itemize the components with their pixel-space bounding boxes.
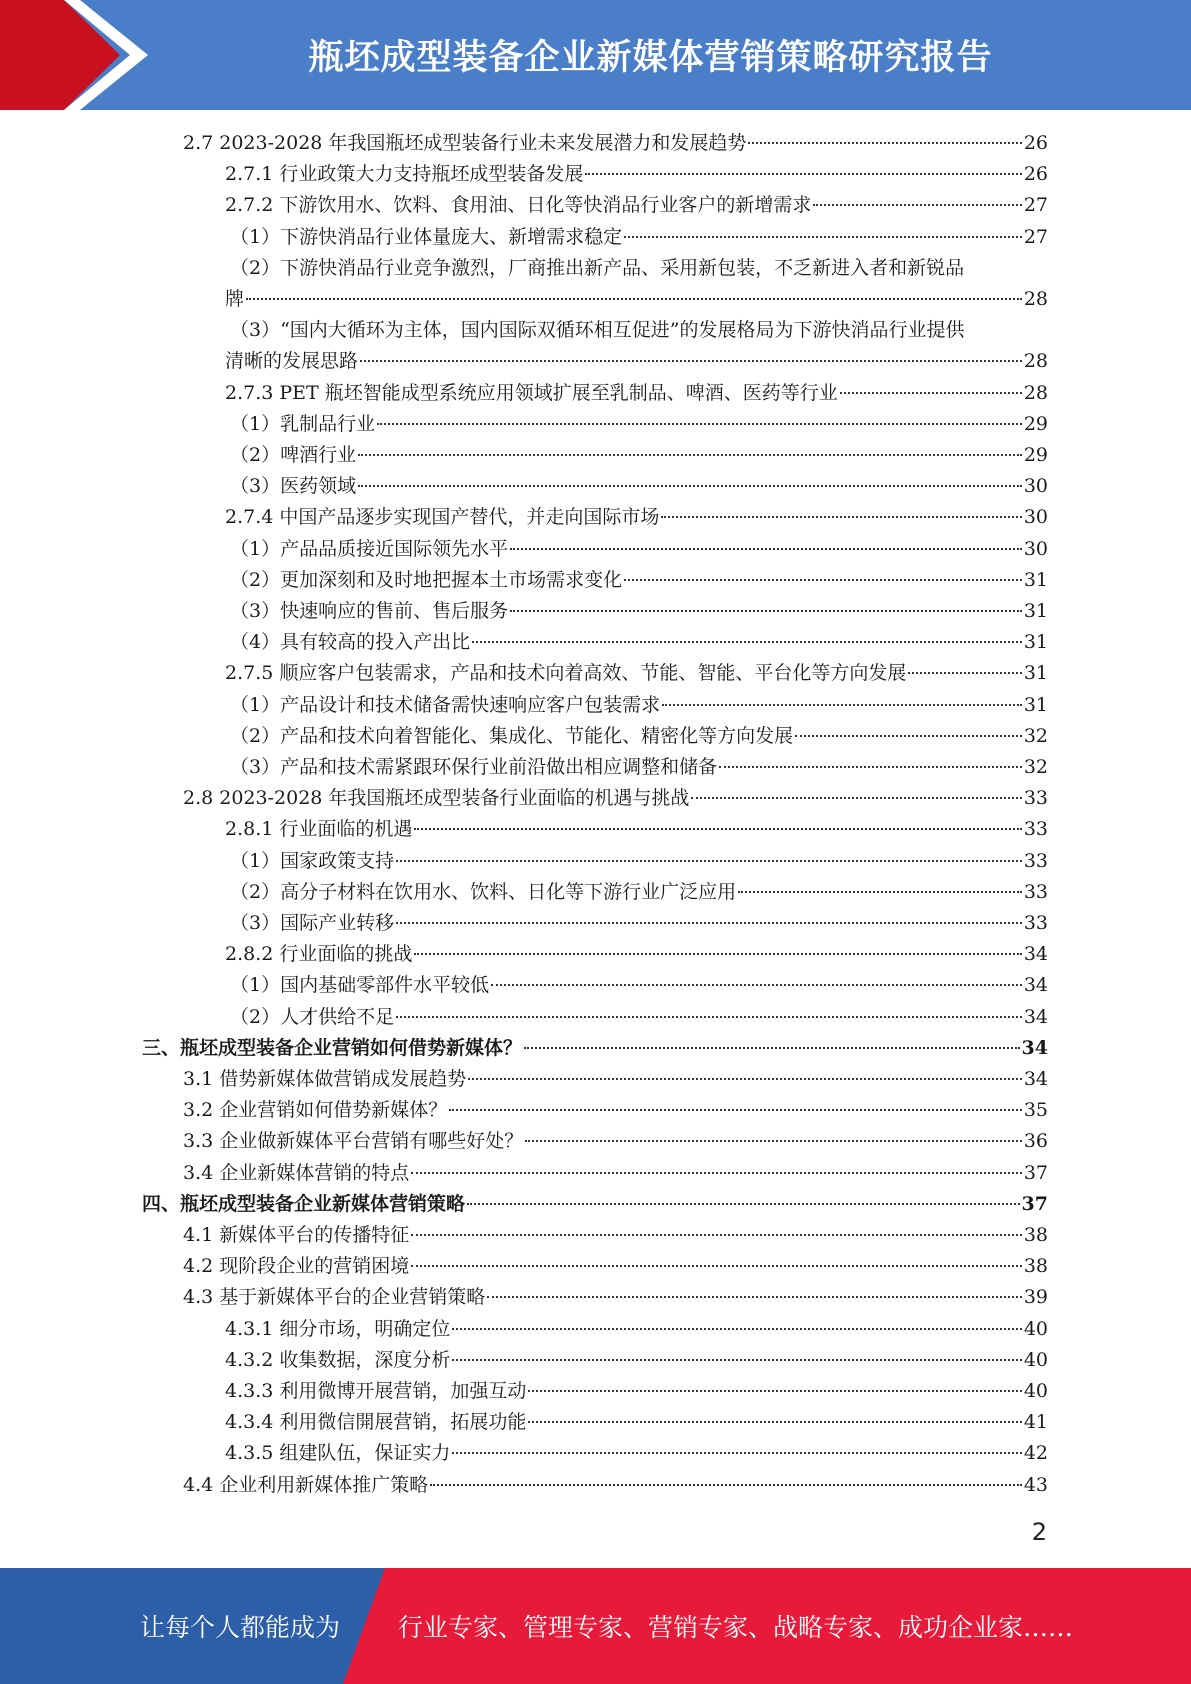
toc-page-number: 30 — [1023, 537, 1048, 560]
toc-dot-leader — [246, 298, 1022, 300]
toc-entry-text: （2）高分子材料在饮用水、饮料、日化等下游行业广泛应用 — [230, 880, 737, 903]
toc-page-number: 31 — [1023, 693, 1048, 716]
toc-entry-text: 4.1 新媒体平台的传播特征 — [183, 1224, 410, 1246]
toc-entry-text: 2.7 2023-2028 年我国瓶坯成型装备行业未来发展潜力和发展趋势 — [183, 132, 747, 154]
toc-entry[interactable] — [230, 970, 1048, 1001]
toc-entry-text: （1）国家政策支持 — [230, 849, 395, 872]
page-footer — [0, 1568, 1191, 1684]
toc-page-number: 42 — [1023, 1442, 1048, 1465]
toc-entry[interactable] — [230, 846, 1048, 877]
toc-entry-text: （1）国内基础零部件水平较低 — [230, 974, 490, 997]
toc-page-number: 41 — [1023, 1411, 1048, 1434]
toc-dot-leader — [908, 672, 1021, 674]
toc-entry[interactable] — [230, 627, 1048, 658]
page-number: 2 — [1031, 1518, 1047, 1546]
toc-entry-text: 四、瓶坯成型装备企业新媒体营销策略 — [142, 1192, 466, 1215]
toc-dot-leader — [525, 1140, 1022, 1142]
toc-page-number: 33 — [1023, 787, 1048, 810]
toc-dot-leader — [524, 1047, 1020, 1049]
toc-entry[interactable] — [230, 596, 1048, 627]
toc-entry-text: （3）产品和技术需紧跟环保行业前沿做出相应调整和储备 — [230, 756, 718, 778]
toc-page-number: 31 — [1023, 600, 1048, 622]
toc-entry-text: 2.8.1 行业面临的机遇 — [225, 818, 413, 841]
toc-entry[interactable] — [230, 690, 1048, 721]
toc-entry-text: （1）产品品质接近国际领先水平 — [230, 537, 509, 560]
toc-entry-text: 3.3 企业做新媒体平台营销有哪些好处？ — [183, 1130, 524, 1153]
toc-page-number: 28 — [1023, 288, 1048, 310]
toc-entry[interactable] — [225, 1376, 1048, 1407]
toc-entry-text: 4.4 企业利用新媒体推广策略 — [183, 1473, 429, 1496]
toc-page-number: 27 — [1023, 194, 1048, 217]
toc-page-number: 36 — [1023, 1130, 1048, 1153]
toc-entry[interactable] — [230, 1002, 1048, 1033]
toc-entry[interactable] — [225, 814, 1048, 845]
toc-dot-leader — [411, 1234, 1022, 1236]
toc-entry[interactable] — [230, 908, 1048, 939]
toc-entry[interactable] — [225, 502, 1048, 533]
toc-page-number: 40 — [1023, 1317, 1048, 1340]
toc-entry-text: 2.7.2 下游饮用水、饮料、食用油、日化等快消品行业客户的新增需求 — [225, 194, 812, 217]
toc-dot-leader — [414, 953, 1021, 955]
toc-entry[interactable] — [183, 1251, 1048, 1282]
toc-page-number: 27 — [1023, 225, 1048, 248]
toc-dot-leader — [377, 423, 1022, 425]
toc-page-number: 39 — [1023, 1286, 1048, 1309]
toc-entry[interactable] — [183, 1282, 1048, 1313]
toc-dot-leader — [396, 860, 1022, 862]
footer-slogan-left: 让每个人都能成为 — [140, 1613, 341, 1642]
toc-dot-leader — [487, 1296, 1022, 1298]
toc-dot-leader — [585, 173, 1021, 175]
toc-entry-text: （3）国际产业转移 — [230, 912, 395, 934]
toc-entry-text: （4）具有较高的投入产出比 — [230, 631, 471, 654]
toc-entry[interactable] — [230, 471, 1048, 502]
toc-dot-leader — [748, 142, 1021, 144]
toc-dot-leader — [396, 922, 1022, 924]
toc-entry-text: （2）人才供给不足 — [230, 1005, 395, 1028]
toc-dot-leader — [510, 610, 1022, 612]
toc-entry-text: 2.7.5 顺应客户包装需求，产品和技术向着高效、节能、智能、平台化等方向发展 — [225, 662, 907, 685]
toc-entry-text: （2）更加深刻和及时地把握本土市场需求变化 — [230, 568, 623, 591]
toc-entry-text: 2.8 2023-2028 年我国瓶坯成型装备行业面临的机遇与挑战 — [183, 787, 690, 810]
toc-page-number: 34 — [1023, 943, 1048, 966]
toc-page-number: 34 — [1023, 974, 1048, 997]
toc-entry-text: 三、瓶坯成型装备企业营销如何借势新媒体？ — [142, 1036, 523, 1059]
toc-entry-text: 4.3.3 利用微博开展营销，加强互动 — [225, 1380, 527, 1402]
toc-dot-leader — [467, 1203, 1020, 1205]
toc-entry[interactable] — [225, 159, 1048, 190]
toc-entry[interactable] — [230, 752, 1048, 783]
toc-page-number: 34 — [1023, 1068, 1048, 1090]
toc-page-number: 40 — [1023, 1380, 1048, 1402]
toc-page-number: 37 — [1023, 1161, 1048, 1184]
toc-entry-text: 4.3 基于新媒体平台的企业营销策略 — [183, 1286, 486, 1309]
toc-entry-text: （3）快速响应的售前、售后服务 — [230, 600, 509, 622]
toc-dot-leader — [358, 454, 1022, 456]
toc-page-number: 43 — [1023, 1473, 1048, 1496]
toc-entry[interactable] — [230, 222, 1048, 253]
toc-entry-text: （2）产品和技术向着智能化、集成化、节能化、精密化等方向发展 — [230, 724, 794, 747]
toc-entry[interactable] — [142, 1189, 1048, 1220]
toc-entry-text: 3.1 借势新媒体做营销成发展趋势 — [183, 1068, 467, 1090]
header-title: 瓶坯成型装备企业新媒体营销策略研究报告 — [308, 38, 993, 78]
toc-dot-leader — [414, 828, 1021, 830]
toc-page-number: 32 — [1023, 756, 1048, 778]
toc-page-number: 31 — [1023, 662, 1048, 685]
toc-entry[interactable] — [183, 128, 1048, 159]
toc-dot-leader — [691, 797, 1021, 799]
toc-dot-leader — [795, 735, 1022, 737]
toc-entry[interactable] — [225, 658, 1048, 689]
toc-entry-text: 2.8.2 行业面临的挑战 — [225, 943, 413, 966]
toc-dot-leader — [449, 1109, 1022, 1111]
toc-entry[interactable] — [225, 1345, 1048, 1376]
toc-entry[interactable] — [225, 1314, 1048, 1345]
toc-page-number: 28 — [1023, 381, 1048, 404]
toc-entry-text: 4.2 现阶段企业的营销困境 — [183, 1255, 410, 1278]
toc-dot-leader — [468, 1078, 1022, 1080]
toc-page-number: 38 — [1023, 1255, 1048, 1278]
toc-dot-leader — [452, 1452, 1021, 1454]
toc-entry[interactable] — [225, 346, 1048, 377]
toc-entry[interactable] — [183, 783, 1048, 814]
toc-dot-leader — [452, 1359, 1021, 1361]
toc-dot-leader — [738, 891, 1022, 893]
toc-entry[interactable] — [183, 1220, 1048, 1251]
toc-entry-text: 4.3.2 收集数据，深度分析 — [225, 1348, 451, 1371]
toc-entry-text: （1）下游快消品行业体量庞大、新增需求稳定 — [230, 225, 623, 248]
toc-entry-text: （1）乳制品行业 — [230, 412, 376, 435]
toc-page-number: 30 — [1023, 506, 1048, 529]
toc-page-number: 33 — [1023, 880, 1048, 903]
toc-page-number: 29 — [1023, 412, 1048, 435]
toc-page-number: 30 — [1023, 475, 1048, 498]
toc-dot-leader — [411, 1172, 1022, 1174]
toc-page-number: 35 — [1023, 1099, 1048, 1122]
toc-dot-leader — [396, 1016, 1022, 1018]
footer-slogan-right: 行业专家、管理专家、营销专家、战略专家、成功企业家…… — [398, 1613, 1074, 1642]
toc-dot-leader — [528, 1390, 1021, 1392]
toc-page-number: 26 — [1023, 163, 1048, 186]
toc-entry-text: 3.4 企业新媒体营销的特点 — [183, 1161, 410, 1184]
toc-entry[interactable] — [225, 939, 1048, 970]
toc-page-number: 29 — [1023, 444, 1048, 466]
toc-entry[interactable] — [230, 877, 1048, 908]
toc-entry[interactable] — [225, 190, 1048, 221]
toc-entry-text: 牌 — [225, 288, 245, 310]
toc-entry[interactable] — [230, 409, 1048, 440]
toc-page-number: 34 — [1021, 1036, 1048, 1059]
toc-dot-leader — [662, 704, 1022, 706]
toc-entry-text: 4.3.5 组建队伍，保证实力 — [225, 1442, 451, 1465]
toc-dot-leader — [624, 579, 1022, 581]
toc-dot-leader — [719, 766, 1022, 768]
toc-entry-text: （1）产品设计和技术储备需快速响应客户包装需求 — [230, 693, 661, 716]
toc-entry-text: 2.7.3 PET 瓶坯智能成型系统应用领域扩展至乳制品、啤酒、医药等行业 — [225, 381, 838, 404]
toc-dot-leader — [452, 1328, 1021, 1330]
toc-dot-leader — [491, 984, 1022, 986]
toc-page-number: 34 — [1023, 1005, 1048, 1028]
toc-page-number: 37 — [1021, 1192, 1048, 1215]
toc-dot-leader — [624, 236, 1022, 238]
toc-entry[interactable] — [183, 1126, 1048, 1157]
toc-dot-leader — [813, 204, 1021, 206]
page-header — [0, 0, 1191, 110]
toc-dot-leader — [358, 485, 1022, 487]
toc-entry[interactable] — [183, 1470, 1048, 1501]
toc-entry-text: 4.3.4 利用微信開展营销，拓展功能 — [225, 1411, 527, 1434]
toc-dot-leader — [360, 360, 1022, 362]
toc-page-number: 26 — [1023, 132, 1048, 154]
toc-entry[interactable] — [225, 1407, 1048, 1438]
toc-entry[interactable] — [225, 1438, 1048, 1469]
toc-dot-leader — [472, 641, 1022, 643]
toc-entry-text: 2.7.4 中国产品逐步实现国产替代，并走向国际市场 — [225, 506, 660, 529]
toc-entry[interactable] — [183, 1095, 1048, 1126]
toc-page-number: 33 — [1023, 912, 1048, 934]
toc-entry-text: （3）“国内大循环为主体，国内国际双循环相互促进”的发展格局为下游快消品行业提供 — [230, 319, 965, 342]
toc-entry-text: 4.3.1 细分市场，明确定位 — [225, 1317, 451, 1340]
toc-entry[interactable] — [230, 565, 1048, 596]
toc-dot-leader — [411, 1265, 1022, 1267]
toc-entry[interactable] — [225, 378, 1048, 409]
toc-dot-leader — [528, 1421, 1021, 1423]
header-red-arrow — [0, 0, 150, 110]
toc-page-number: 31 — [1023, 568, 1048, 591]
toc-entry[interactable] — [230, 534, 1048, 565]
toc-page-number: 38 — [1023, 1224, 1048, 1246]
toc-entry[interactable] — [183, 1158, 1048, 1189]
toc-page-number: 28 — [1023, 350, 1048, 373]
toc-entry-text: 清晰的发展思路 — [225, 350, 359, 373]
toc-entry[interactable] — [230, 721, 1048, 752]
toc-entry[interactable] — [142, 1033, 1048, 1064]
toc-dot-leader — [840, 392, 1022, 394]
toc-dot-leader — [661, 516, 1021, 518]
toc-page-number: 40 — [1023, 1348, 1048, 1371]
toc-page-number: 33 — [1023, 818, 1048, 841]
toc-entry-text: （3）医药领域 — [230, 475, 357, 498]
toc-entry[interactable] — [183, 1064, 1048, 1095]
toc-entry[interactable] — [225, 284, 1048, 315]
toc-dot-leader — [430, 1484, 1022, 1486]
toc-entry-text: （2）下游快消品行业竞争激烈，厂商推出新产品、采用新包装，不乏新进入者和新锐品 — [230, 256, 965, 279]
toc-entry-text: 2.7.1 行业政策大力支持瓶坯成型装备发展 — [225, 163, 584, 186]
toc-entry-text: 3.2 企业营销如何借势新媒体？ — [183, 1099, 448, 1122]
toc-entry[interactable] — [230, 440, 1048, 471]
toc-page-number: 33 — [1023, 849, 1048, 872]
toc-page-number: 32 — [1023, 724, 1048, 747]
toc-dot-leader — [510, 548, 1022, 550]
toc-page-number: 31 — [1023, 631, 1048, 654]
toc-entry-text: （2）啤酒行业 — [230, 444, 357, 466]
